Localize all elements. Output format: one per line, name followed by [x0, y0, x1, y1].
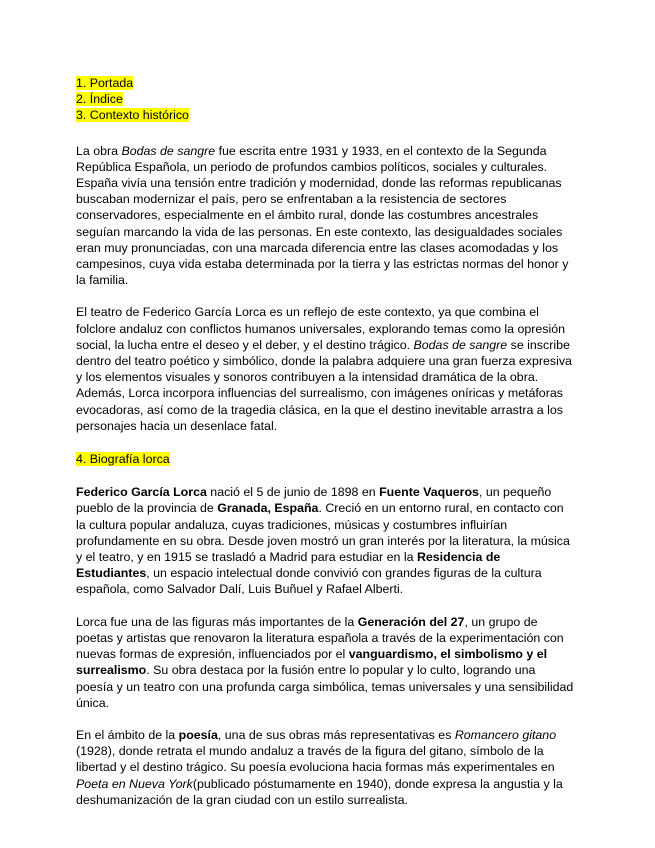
body-text: , una de sus obras más representativas es: [217, 727, 455, 742]
toc-item-portada: [76, 75, 576, 91]
section-heading-label: 4. Biografía lorca: [76, 452, 170, 467]
section-heading-biografia: [76, 451, 576, 467]
paragraph-bio-1: [76, 484, 576, 597]
bold-text: Fuente Vaqueros: [379, 485, 479, 500]
toc-item-label: 2. Índice: [76, 92, 123, 107]
body-text: se inscribe dentro del teatro poético y simbólico, donde la palabra adquiere una gran fuerza expresiva y los elementos visuales y sonoros contribuyen a la intensidad dramática de la obra. Además, Lorca incorpora influencias del surrealismo, con imágenes oníricas y metáforas evocadoras, así como de la tragedia clásica, en la que el destino inevitable arrastra a los personajes hacia un desenlace fatal.: [76, 337, 572, 433]
body-text: , un espacio intelectual donde convivió con grandes figuras de la cultura española, como Salvador Dalí, Luis Buñuel y Rafael Alberti.: [76, 566, 542, 597]
body-text: El teatro de Federico García Lorca es un reflejo de este contexto, ya que combina el folclore andaluz con conflictos humanos universales, explorando temas como la opresión social, la lucha entre el deseo y el deber, y el destino trágico.: [76, 305, 566, 352]
body-text: (1928), donde retrata el mundo andaluz a través de la figura del gitano, símbolo de la libertad y el destino trágico. Su poesía evoluciona hacia formas más experimentales en: [76, 744, 555, 775]
bold-text: vanguardismo, el simbolismo y el surrealismo: [76, 647, 548, 678]
body-text: (publicado póstumamente en 1940), donde expresa la angustia y la deshumanización de la gran ciudad con un estilo surrealista.: [76, 776, 563, 807]
paragraph-bio-3: [76, 727, 576, 808]
toc-item-indice: [76, 91, 576, 107]
document-body: [76, 75, 576, 808]
body-text: . Su obra destaca por la fusión entre lo popular y lo culto, logrando una poesía y un teatro con una profunda carga simbólica, temas universales y una sensibilidad única.: [76, 663, 574, 710]
body-text: fue escrita entre 1931 y 1933, en el contexto de la Segunda República Española, un periodo de profundos cambios políticos, sociales y culturales. España vivía una tensión entre tradición y modernidad, donde las reformas republicanas buscaban modernizar el país, pero se enfrentaban a la resistencia de sectores conservadores, especialmente en el ámbito rural, donde las costumbres ancestrales seguían marcando la vida de las personas. En este contexto, las desigualdades sociales eran muy pronunciadas, con una marcada diferencia entre las clases acomodadas y los campesinos, cuya vida estaba determinada por la tierra y las estrictas normas del honor y la familia.: [76, 143, 569, 288]
paragraph-context-1: [76, 143, 576, 289]
toc-item-label: 1. Portada: [76, 76, 134, 90]
body-text: nació el 5 de junio de 1898 en: [206, 485, 380, 500]
body-text: Lorca fue una de las figuras más importantes de la: [76, 614, 358, 629]
body-text: . Creció en un entorno rural, en contacto con la cultura popular andaluza, cuyas tradiciones, músicas y costumbres influirían profundamente en su obra. Desde joven mostró un gran interés por la literatura, la música y el teatro, y en 1915 se trasladó a Madrid para estudiar en la: [76, 501, 570, 565]
body-text: La obra: [76, 143, 122, 158]
italic-text: Poeta en Nueva York: [76, 776, 193, 791]
bold-text: Generación del 27: [357, 614, 465, 629]
bold-text: poesía: [178, 727, 218, 742]
bold-text: Granada, España: [217, 501, 319, 516]
paragraph-bio-2: [76, 614, 576, 711]
italic-text: Romancero gitano: [454, 727, 557, 742]
bold-text: Residencia de Estudiantes: [76, 550, 501, 581]
toc-item-label: 3. Contexto histórico: [76, 108, 189, 123]
body-text: En el ámbito de la: [76, 727, 179, 742]
bold-text: Federico García Lorca: [76, 485, 207, 500]
toc-item-contexto-historico: [76, 107, 576, 123]
italic-text: Bodas de sangre: [121, 143, 216, 158]
body-text: , un pequeño pueblo de la provincia de: [76, 485, 552, 516]
body-text: , un grupo de poetas y artistas que renovaron la literatura española a través de la experimentación con nuevas formas de expresión, influenciados por el: [76, 614, 564, 662]
paragraph-context-2: [76, 304, 576, 434]
italic-text: Bodas de sangre: [413, 337, 508, 352]
